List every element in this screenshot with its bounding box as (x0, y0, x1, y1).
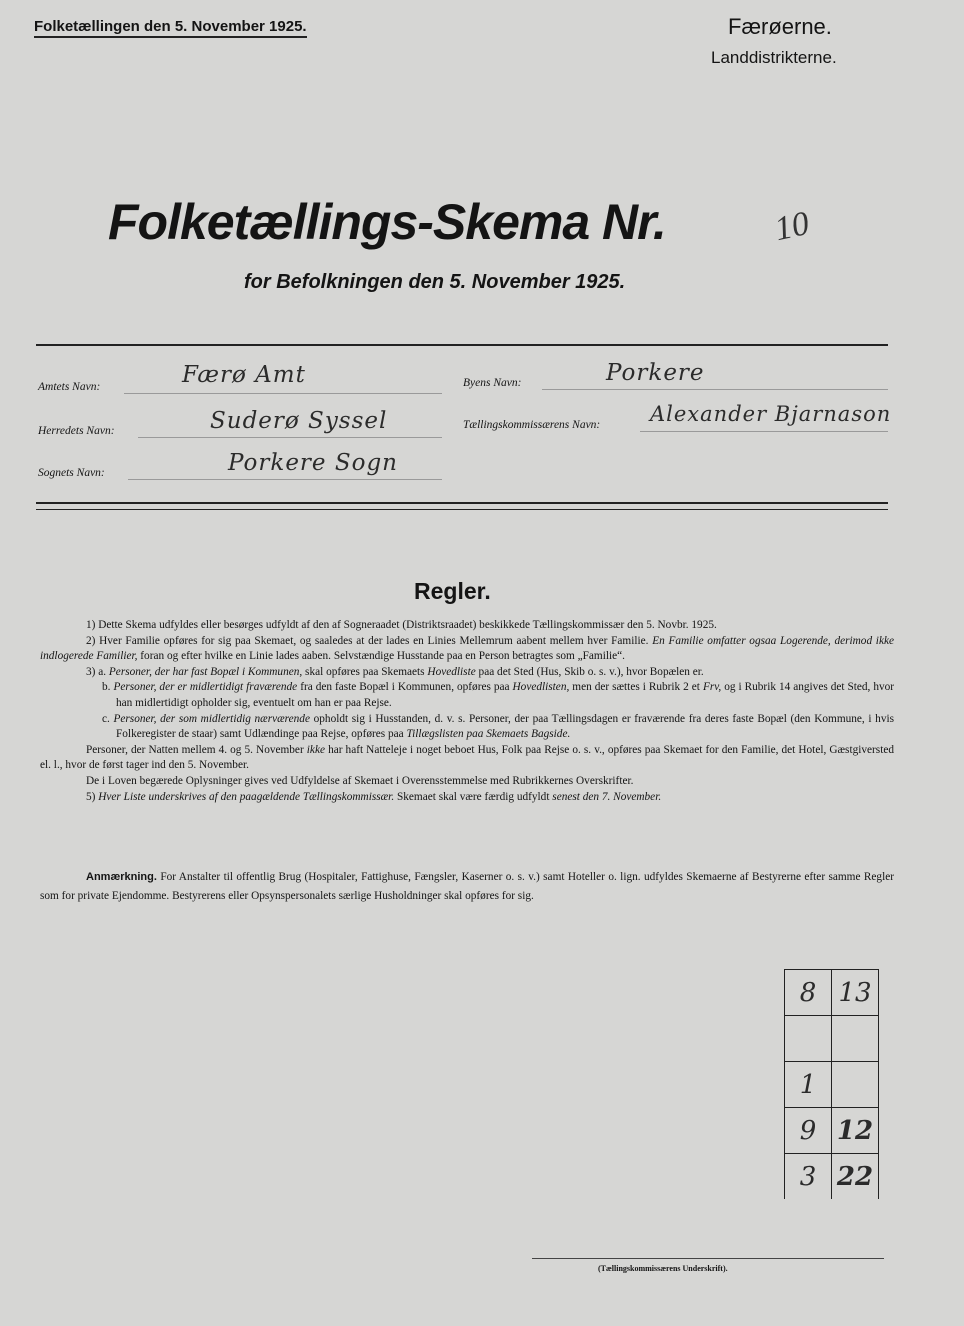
herred-underline (138, 437, 442, 438)
sogn-label: Sognets Navn: (38, 467, 105, 479)
by-underline (542, 389, 888, 390)
sogn-value: Porkere Sogn (228, 450, 398, 476)
rule-3a: 3) a. Personer, der har fast Bopæl i Kommunen, skal opføres paa Skemaets Hovedliste paa det Sted (Hus, Skib o. s. v.), hvor Bopælen er. (86, 665, 704, 678)
rule-1: 1) Dette Skema udfyldes eller besørges udfyldt af den af Sogneraadet (Distriktsraadet) beskikkede Tællingskommissær den 5. Novbr. 1925. (86, 619, 717, 631)
form-title: Folketællings-Skema Nr. (108, 194, 666, 250)
tally-cell: 13 (832, 970, 879, 1016)
tally-cell: 9 (785, 1108, 832, 1154)
herred-value: Suderø Syssel (210, 408, 388, 434)
by-label: Byens Navn: (463, 377, 522, 389)
tally-cell (785, 1016, 832, 1062)
rule-3b: b. Personer, der er midlertidigt fraværende fra den faste Bopæl i Kommunen, opføres paa Hovedlisten, men der sættes i Rubrik 2 et Frv, og i Rubrik 14 angives det Sted, hvor han midlertidigt opholder sig, eventuelt om han er paa Rejse. (102, 681, 895, 709)
amt-value: Færø Amt (182, 362, 306, 388)
amt-label: Amtets Navn: (38, 381, 101, 393)
herred-label: Herredets Navn: (38, 425, 115, 437)
rule-3d: Personer, der Natten mellem 4. og 5. November ikke har haft Natteleje i noget beboet Hus, Folk paa Rejse o. s. v., opføres paa Skemaet for den Familie, det Hotel, Gæstgiversted el. l., hvor de først tager ind den 5. November. (40, 743, 894, 772)
rules-heading: Regler. (414, 578, 491, 604)
middle-rule-2 (36, 509, 888, 510)
signature-line (532, 1258, 884, 1259)
kommissaer-underline (640, 431, 888, 432)
middle-rule-1 (36, 502, 888, 504)
note-label: Anmærkning. (86, 871, 157, 883)
rules-text (40, 618, 894, 805)
sogn-underline (128, 479, 442, 480)
tally-box (784, 969, 879, 1199)
tally-cell: 3 (785, 1154, 832, 1200)
tally-cell: 12 (832, 1108, 879, 1154)
header-district-type: Landdistrikterne. (711, 48, 837, 67)
tally-cell (832, 1016, 879, 1062)
note-text: For Anstalter til offentlig Brug (Hospitaler, Fattighuse, Fængsler, Kaserner o. s. v.) samt Hoteller o. lign. udfyldes Skemaerne af Bestyrerne efter samme Regler som for private Ejendomme. Bestyrerens eller Opsynspersonalets særlige Husholdninger skal opføres for sig. (40, 871, 894, 902)
rule-2: 2) Hver Familie opføres for sig paa Skemaet, og saaledes at der lades en Linies Mellemrum aabent mellem hver Familie. En Familie omfatter ogsaa Logerende, derimod ikke indlogerede Familier, foran og efter hvilke en Linie lades aaben. Selvstændige Husstande paa en Person betragtes som „Familie“. (40, 634, 894, 663)
tally-cell: 1 (785, 1062, 832, 1108)
form-subtitle: for Befolkningen den 5. November 1925. (244, 271, 626, 293)
annotation-note (40, 868, 894, 906)
header-region: Færøerne. (728, 14, 832, 39)
header-census-date: Folketællingen den 5. November 1925. (34, 18, 307, 38)
top-rule (36, 344, 888, 346)
tally-cell: 22 (832, 1154, 879, 1200)
tally-cell: 8 (785, 970, 832, 1016)
rule-5: 5) Hver Liste underskrives af den paagældende Tællingskommissær. Skemaet skal være færdig udfyldt senest den 7. November. (86, 790, 662, 803)
amt-underline (124, 393, 442, 394)
kommissaer-value: Alexander Bjarnason (650, 402, 892, 426)
rule-4: De i Loven begærede Oplysninger gives ved Udfyldelse af Skemaet i Overensstemmelse med Rubrikkernes Overskrifter. (86, 774, 634, 787)
signature-label: (Tællingskommissærens Underskrift). (598, 1264, 728, 1273)
by-value: Porkere (606, 360, 705, 386)
rule-3c: c. Personer, der som midlertidig nærværende opholdt sig i Husstanden, d. v. s. Personer, der paa Tællingsdagen er fraværende fra deres faste Bopæl (den Kommune, i hvis Folkeregister de staar) samt Udlændinge paa Rejse, opføres paa Tillægslisten paa Skemaets Bagside. (102, 712, 894, 741)
form-number-handwritten: 10 (771, 204, 813, 249)
kommissaer-label: Tællingskommissærens Navn: (463, 419, 601, 431)
tally-cell (832, 1062, 879, 1108)
